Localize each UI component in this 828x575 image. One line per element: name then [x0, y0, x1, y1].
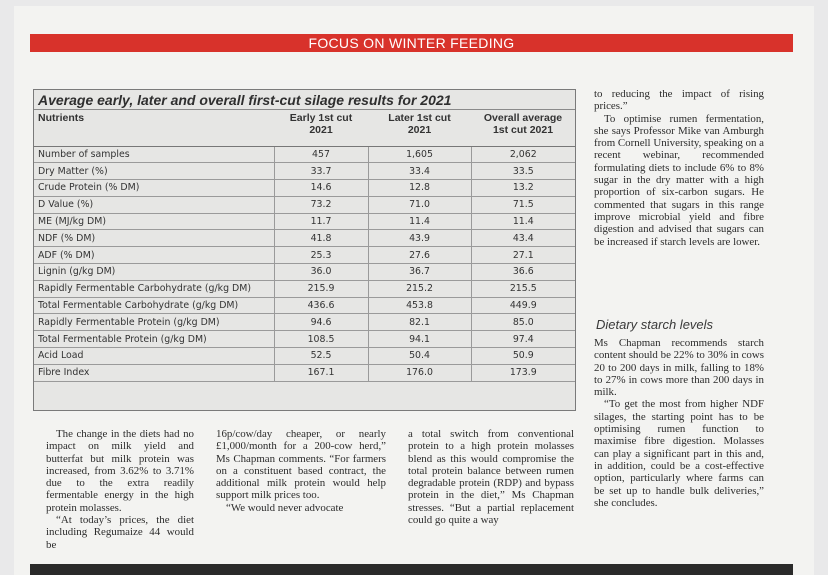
table-row: [34, 264, 575, 281]
article-paragraph: “We would never advocate: [226, 501, 344, 514]
header-early: [274, 110, 368, 146]
overall-value: 33.5: [471, 163, 575, 180]
nutrient-name: Rapidly Fermentable Protein (g/kg DM): [34, 314, 274, 331]
table-row: [34, 280, 575, 297]
later-value: 82.1: [368, 314, 471, 331]
article-paragraph: “To get the most from higher NDF silages, the starting point has to be optimising rumen function to maximise fibre digestion. Molasses can play a significant part in this and, in addition, could be a cost-effective option, particularly where farms can be set up to handle bulk deliveries,” she concludes.: [594, 398, 764, 509]
header-early-line1: Early 1st cut: [289, 112, 353, 124]
nutrient-name: ADF (% DM): [34, 247, 274, 264]
table-row: [34, 348, 575, 365]
article-paragraph: “At today’s prices, the diet including Regumaize 44 would be: [46, 514, 194, 551]
nutrient-name: Lignin (g/kg DM): [34, 264, 274, 281]
article-column-2: [216, 428, 386, 514]
later-value: 94.1: [368, 331, 471, 348]
early-value: 73.2: [274, 196, 368, 213]
header-overall: [471, 110, 575, 146]
table-row: [34, 213, 575, 230]
article-paragraph: a total switch from conventional protein to a high protein molasses blend as this would compromise the total protein balance between rumen degradable protein (RDP) and bypass protein in the diet,” Ms Chapman stresses. “But a partial replacement could go quite a way: [408, 428, 574, 527]
article-column-4-top: [594, 88, 764, 248]
table-row: [34, 230, 575, 247]
article-column-4-bottom: [594, 337, 764, 509]
nutrient-name: Fibre Index: [34, 364, 274, 381]
early-value: 36.0: [274, 264, 368, 281]
table-row: [34, 331, 575, 348]
early-value: 457: [274, 146, 368, 163]
early-value: 52.5: [274, 348, 368, 365]
article-paragraph: to reducing the impact of rising prices.”: [594, 88, 764, 113]
table-row: [34, 364, 575, 381]
early-value: 215.9: [274, 280, 368, 297]
early-value: 11.7: [274, 213, 368, 230]
overall-value: 43.4: [471, 230, 575, 247]
section-header: [30, 34, 793, 52]
overall-value: 50.9: [471, 348, 575, 365]
early-value: 94.6: [274, 314, 368, 331]
section-header-title: FOCUS ON WINTER FEEDING: [308, 35, 515, 51]
article-paragraph: To optimise rumen fermentation, she says Professor Mike van Amburgh from Cornell University, speaking on a recent webinar, recommended formulating diets to include 6% to 8% sugar in the dry matter with a high proportion of six-carbon sugars. He commented that sugars in this range improve microbial yield and fibre digestion and advised that sugars can be increased if starch levels are lower.: [594, 112, 764, 248]
table-row: [34, 314, 575, 331]
early-value: 41.8: [274, 230, 368, 247]
silage-results-table-box: [33, 89, 576, 411]
overall-value: 11.4: [471, 213, 575, 230]
early-value: 167.1: [274, 364, 368, 381]
nutrient-name: Acid Load: [34, 348, 274, 365]
later-value: 50.4: [368, 348, 471, 365]
nutrient-name: Rapidly Fermentable Carbohydrate (g/kg DM): [34, 280, 274, 297]
header-early-line2: 2021: [309, 124, 333, 136]
later-value: 215.2: [368, 280, 471, 297]
table-title: Average early, later and overall first-cut silage results for 2021: [34, 90, 575, 110]
table-body: [34, 146, 575, 381]
early-value: 25.3: [274, 247, 368, 264]
bottom-bar: [30, 564, 793, 575]
nutrient-name: Crude Protein (% DM): [34, 180, 274, 197]
overall-value: 215.5: [471, 280, 575, 297]
header-overall-line2: 1st cut 2021: [492, 124, 554, 136]
overall-value: 2,062: [471, 146, 575, 163]
header-later: [368, 110, 471, 146]
overall-value: 27.1: [471, 247, 575, 264]
later-value: 43.9: [368, 230, 471, 247]
early-value: 33.7: [274, 163, 368, 180]
later-value: 33.4: [368, 163, 471, 180]
silage-results-table: [34, 110, 575, 382]
later-value: 71.0: [368, 196, 471, 213]
nutrient-name: D Value (%): [34, 196, 274, 213]
article-column-3: [408, 428, 574, 526]
overall-value: 173.9: [471, 364, 575, 381]
header-overall-line1: Overall average: [483, 112, 563, 124]
table-row: [34, 297, 575, 314]
nutrient-name: Total Fermentable Carbohydrate (g/kg DM): [34, 297, 274, 314]
article-paragraph: Ms Chapman recommends starch content should be 22% to 30% in cows 20 to 200 days in milk, falling to 18% to 27% in cows more than 200 days in milk.: [594, 337, 764, 399]
later-value: 11.4: [368, 213, 471, 230]
nutrient-name: ME (MJ/kg DM): [34, 213, 274, 230]
overall-value: 85.0: [471, 314, 575, 331]
later-value: 1,605: [368, 146, 471, 163]
overall-value: 36.6: [471, 264, 575, 281]
later-value: 36.7: [368, 264, 471, 281]
nutrient-name: Dry Matter (%): [34, 163, 274, 180]
table-row: [34, 163, 575, 180]
later-value: 12.8: [368, 180, 471, 197]
nutrient-name: Number of samples: [34, 146, 274, 163]
article-column-1: [46, 428, 194, 551]
overall-value: 449.9: [471, 297, 575, 314]
nutrient-name: NDF (% DM): [34, 230, 274, 247]
later-value: 453.8: [368, 297, 471, 314]
early-value: 14.6: [274, 180, 368, 197]
later-value: 27.6: [368, 247, 471, 264]
header-later-line2: 2021: [407, 124, 432, 136]
table-row: [34, 247, 575, 264]
early-value: 108.5: [274, 331, 368, 348]
table-row: [34, 146, 575, 163]
table-row: [34, 196, 575, 213]
subheading-dietary-starch: Dietary starch levels: [596, 317, 714, 332]
overall-value: 97.4: [471, 331, 575, 348]
article-paragraph: The change in the diets had no impact on milk yield and butterfat but milk protein was increased, from 3.62% to 3.71% due to the extra readily fermentable energy in the high protein molasses.: [46, 428, 194, 514]
article-paragraph: 16p/cow/day cheaper, or nearly £1,000/month for a 200-cow herd,” Ms Chapman comments. “For farmers on a constituent based contract, the additional milk protein would help support milk prices too.: [216, 428, 386, 502]
overall-value: 71.5: [471, 196, 575, 213]
overall-value: 13.2: [471, 180, 575, 197]
header-later-line1: Later 1st cut: [388, 112, 451, 124]
nutrient-name: Total Fermentable Protein (g/kg DM): [34, 331, 274, 348]
table-row: [34, 180, 575, 197]
later-value: 176.0: [368, 364, 471, 381]
early-value: 436.6: [274, 297, 368, 314]
table-header-row: [34, 110, 575, 146]
header-nutrients: Nutrients: [34, 110, 274, 146]
